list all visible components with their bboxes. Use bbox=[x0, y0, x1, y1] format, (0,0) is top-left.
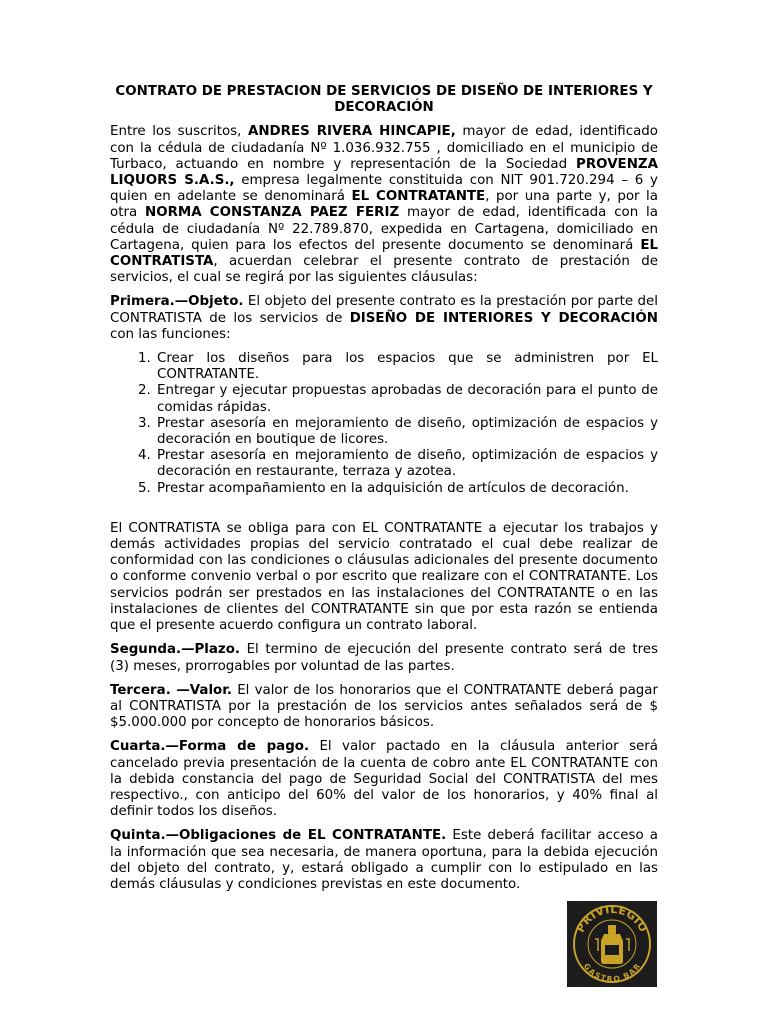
clause-quinta bbox=[110, 828, 658, 893]
clause-text: Este deberá facilitar acceso a la información que sea necesaria, de manera oportuna, para la debida ejecución del objeto del contrato, y, estará obligado a cumplir con lo estipulado en las demás cláusulas y condiciones previstas en este documento. bbox=[110, 828, 659, 892]
intro-text: mayor de edad, identificado con la cédula de ciudadanía Nº 1.036.932.755 , domiciliado en el municipio de Turbaco, actuando en nombre y representación de la Sociedad bbox=[110, 124, 658, 172]
clause-text: El termino de ejecución del presente contrato será de tres (3) meses, prorrogables por voluntad de las partes. bbox=[110, 642, 658, 674]
list-item: 4. Prestar asesoría en mejoramiento de diseño, optimización de espacios y decoración en restaurante, terraza y azotea. bbox=[155, 448, 658, 480]
clause-text: El valor de los honorarios que el CONTRATANTE deberá pagar al CONTRATISTA por la prestación de los servicios antes señalados será de $ $5.000.000 por concepto de honorarios básicos. bbox=[110, 682, 658, 731]
functions-list bbox=[110, 351, 658, 497]
service-name: DISEÑO DE INTERIORES Y DECORACIÓN bbox=[349, 310, 658, 326]
intro-text: mayor de edad, identificada con la cédula de ciudadanía Nº 22.789.870, expedida en Cartagena, domiciliado en Cartagena, quien para los efectos del presente documento se denominará bbox=[110, 205, 658, 253]
intro-text: Entre los suscritos, bbox=[110, 124, 248, 140]
clause-text: El valor pactado en la cláusula anterior será cancelado previa presentación de la cuenta de cobro ante EL CONTRATANTE con la debida constancia del pago de Seguridad Social del CONTRATISTA del mes respectivo., con anticipo del 60% del valor de los honorarios, y 40% final al definir todos los diseños. bbox=[110, 739, 658, 820]
logo-emblem-icon bbox=[567, 901, 657, 987]
clause-cuarta bbox=[110, 739, 658, 820]
spacer bbox=[110, 505, 658, 521]
clause-segunda bbox=[110, 642, 658, 674]
contratista-term: EL CONTRATISTA bbox=[110, 237, 658, 270]
list-item: 3. Prestar asesoría en mejoramiento de diseño, optimización de espacios y decoración en boutique de licores. bbox=[155, 416, 658, 448]
logo-top-text: PRIVILEGIO bbox=[573, 902, 651, 935]
bottle-icon bbox=[595, 925, 629, 964]
clause-primera bbox=[110, 294, 658, 343]
intro-text: , acuerdan celebrar el presente contrato de prestación de servicios, el cual se regirá por las siguientes cláusulas: bbox=[110, 254, 658, 286]
company-name: PROVENZA LIQUORS S.A.S., bbox=[110, 156, 658, 189]
clause-heading: Cuarta.—Forma de pago. bbox=[110, 739, 310, 755]
privilegio-logo bbox=[567, 901, 657, 987]
clause-tercera bbox=[110, 683, 658, 732]
list-item: 5. Prestar acompañamiento en la adquisición de artículos de decoración. bbox=[155, 481, 658, 497]
contratante-representative-name: ANDRES RIVERA HINCAPIE, bbox=[247, 124, 456, 140]
clause-heading: Segunda.—Plazo. bbox=[110, 642, 240, 658]
clause-heading: Tercera. —Valor. bbox=[110, 682, 233, 698]
obligations-paragraph: El CONTRATISTA se obliga para con EL CONTRATANTE a ejecutar los trabajos y demás actividades propias del servicio contratado el cual debe realizar de conformidad con las condiciones o cláusulas adicionales del presente documento o conforme convenio verbal o por escrito que realizare con el CONTRATANTE. Los servicios podrán ser prestados en las instalaciones del CONTRATANTE o en las instalaciones de clientes del CONTRATANTE sin que por esta razón se entienda que el presente acuerdo configura un contrato laboral. bbox=[110, 520, 658, 634]
svg-text:GASTRO BAR bbox=[582, 962, 642, 984]
logo-bottom-text: GASTRO BAR bbox=[581, 961, 643, 984]
document-title: CONTRATO DE PRESTACION DE SERVICIOS DE DISEÑO DE INTERIORES Y DECORACIÓN bbox=[115, 84, 653, 116]
contract-document bbox=[110, 84, 658, 901]
clause-heading: Primera.—Objeto. bbox=[110, 294, 244, 310]
clause-heading: Quinta.—Obligaciones de EL CONTRATANTE. bbox=[110, 828, 447, 844]
intro-text: , por una parte y, por la otra bbox=[110, 189, 658, 221]
clause-text: con las funciones: bbox=[110, 326, 231, 342]
clause-text: El objeto del presente contrato es la prestación por parte del CONTRATISTA de los servicios de bbox=[110, 294, 658, 326]
contratista-name: NORMA CONSTANZA PAEZ FERIZ bbox=[144, 205, 400, 221]
intro-paragraph bbox=[110, 124, 658, 286]
list-item: 1. Crear los diseños para los espacios que se administren por EL CONTRATANTE. bbox=[155, 351, 658, 383]
intro-text: empresa legalmente constituida con NIT 901.720.294 – 6 y quien en adelante se denominará bbox=[110, 173, 658, 205]
list-item: 2. Entregar y ejecutar propuestas aprobadas de decoración para el punto de comidas rápidas. bbox=[155, 383, 658, 415]
contratante-term: EL CONTRATANTE bbox=[351, 189, 486, 205]
